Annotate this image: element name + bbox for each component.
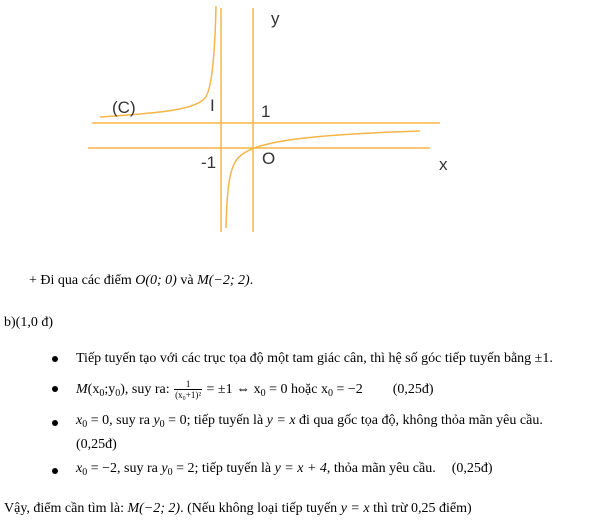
- bullet-4: [76, 460, 493, 482]
- b2-fraction: [174, 379, 202, 400]
- curve-right-branch: [226, 131, 420, 228]
- b4-t3: , thỏa mãn yêu cầu.: [326, 461, 436, 476]
- bullet-3: [76, 412, 543, 434]
- conclusion-prefix: Vậy, điểm cần tìm là:: [4, 501, 128, 516]
- b3-t3: đi qua gốc tọa độ, không thỏa mãn yêu cầu.: [295, 413, 543, 428]
- b2-m: M: [76, 382, 88, 397]
- conclusion-end: thì trừ 0,25 điểm): [369, 501, 472, 516]
- b2-frac-num: 1: [174, 379, 202, 390]
- b2-eq3: = −2: [332, 382, 363, 397]
- b2-sub1: 0: [115, 388, 121, 399]
- b4-x: x: [76, 461, 83, 476]
- part-a-conj: và: [176, 273, 198, 288]
- b2-score: (0,25đ): [392, 382, 434, 397]
- bullet-dot: [52, 386, 58, 392]
- b2-sub2: 0: [260, 388, 266, 399]
- bullet-dot: [52, 356, 58, 362]
- b4-score: (0,25đ): [451, 461, 493, 476]
- b2-frac-den: (x₀+1)²: [175, 390, 202, 401]
- label-y: y: [271, 9, 280, 28]
- bullet-1: [76, 350, 553, 368]
- part-a-prefix: + Đi qua các điểm: [29, 273, 136, 288]
- b2-open: (x: [87, 382, 100, 397]
- b3-x: x: [76, 413, 83, 428]
- b2-sub3: 0: [327, 388, 333, 399]
- b2-suy-ra: , suy ra:: [124, 382, 174, 397]
- conclusion: [4, 500, 472, 518]
- point-m: M(−2; 2): [197, 273, 250, 288]
- b3-y: y: [153, 413, 160, 428]
- b2-eq: = ±1 ⇔ x: [203, 382, 261, 397]
- part-a-line: [29, 272, 253, 290]
- b3-eq: y = x: [266, 413, 296, 428]
- b4-y: y: [161, 461, 168, 476]
- bullet-3-score: (0,25đ): [76, 437, 117, 452]
- b4-sub0: 0: [82, 467, 88, 478]
- part-a-end: .: [249, 273, 254, 288]
- conclusion-middle: . (Nếu không loại tiếp tuyến: [180, 501, 341, 516]
- bullet-dot: [52, 468, 58, 474]
- curve-label: (C): [112, 98, 136, 117]
- point-o: O(0; 0): [135, 273, 177, 288]
- bullet-dot: [52, 420, 58, 426]
- conclusion-eq: y = x: [340, 501, 370, 516]
- b4-eq: y = x + 4: [274, 461, 327, 476]
- b4-t2: = 2; tiếp tuyến là: [172, 461, 275, 476]
- b3-t2: = 0; tiếp tuyến là: [164, 413, 267, 428]
- b2-sub0: 0: [99, 388, 105, 399]
- b2-eq2: = 0 hoặc x: [265, 382, 328, 397]
- function-graph: [0, 0, 589, 240]
- b4-sub1: 0: [167, 467, 173, 478]
- bullet-2: [76, 378, 434, 406]
- bullet-1-text: Tiếp tuyến tạo với các trục tọa độ một tam giác cân, thì hệ số góc tiếp tuyến bằng ±1.: [76, 351, 553, 366]
- label-origin: O: [262, 149, 276, 168]
- part-b-heading: b)(1,0 đ): [4, 315, 53, 330]
- asymptote-label: I: [210, 96, 215, 115]
- conclusion-point: M(−2; 2): [127, 501, 181, 516]
- b3-sub0: 0: [82, 419, 88, 430]
- b3-t1: = 0, suy ra: [87, 413, 154, 428]
- label-one: 1: [261, 102, 271, 121]
- b2-close: ): [120, 382, 125, 397]
- b2-sep: ;y: [104, 382, 116, 397]
- label-minus-one: -1: [201, 153, 217, 172]
- b3-sub1: 0: [159, 419, 165, 430]
- b4-t1: = −2, suy ra: [87, 461, 162, 476]
- label-x: x: [439, 155, 448, 174]
